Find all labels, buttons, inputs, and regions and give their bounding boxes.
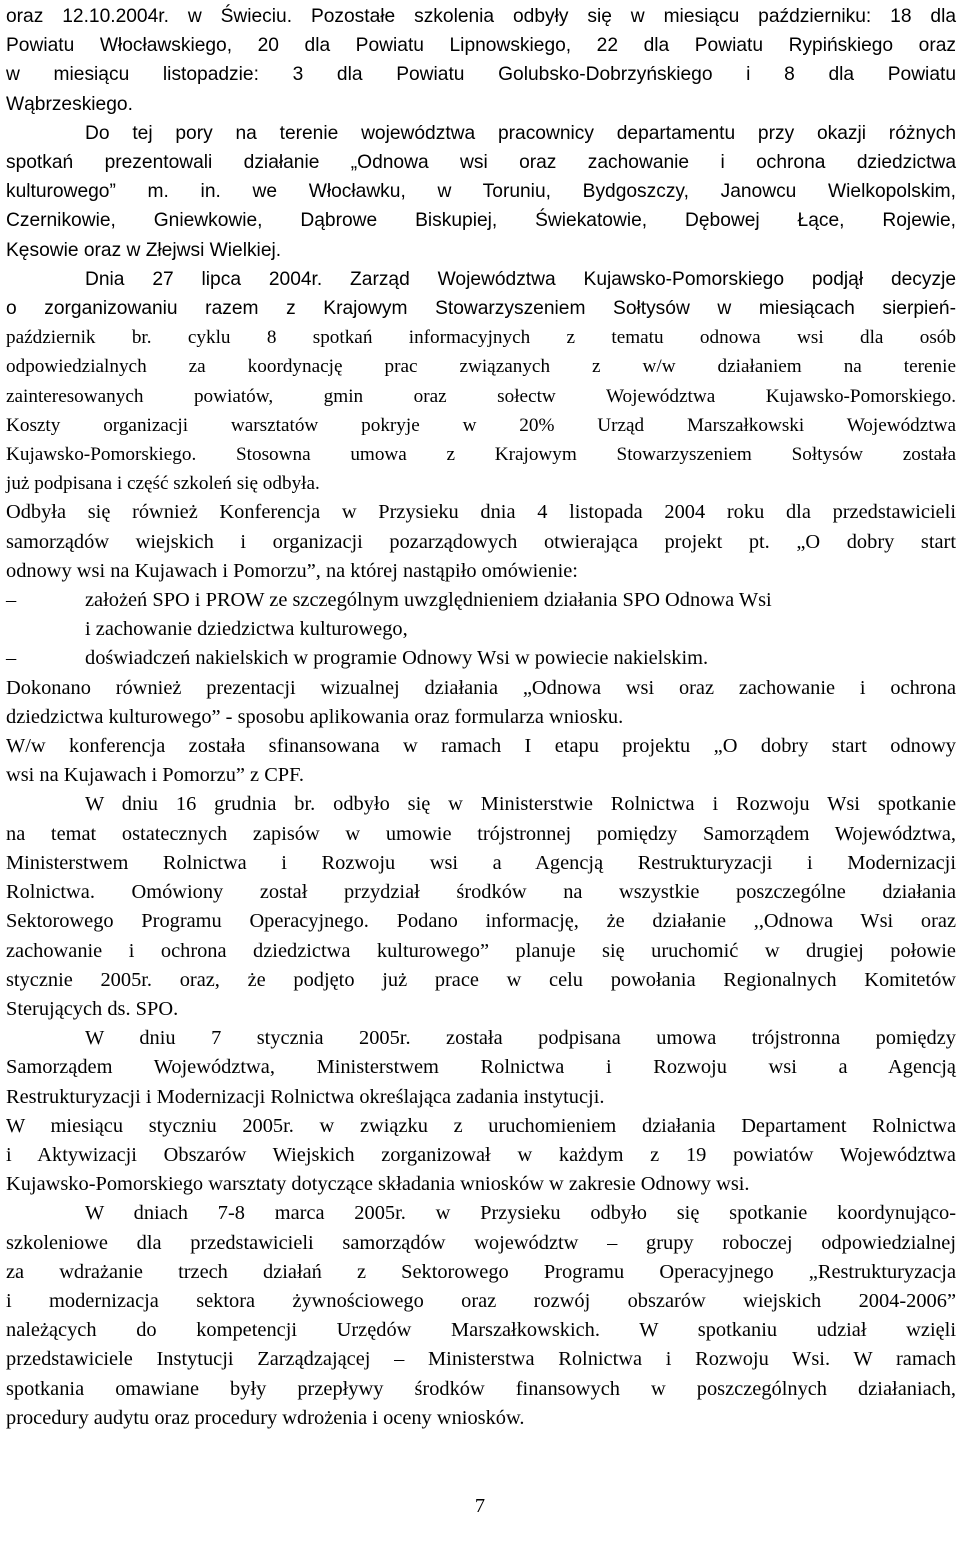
text-line: za wdrażanie trzech działań z Sektorowego Programu Operacyjnego „Restrukturyzacja xyxy=(6,1260,956,1283)
text-line: W dniu 7 stycznia 2005r. została podpisana umowa trójstronna pomiędzy xyxy=(85,1027,956,1050)
text-line: Rolnictwa. Omówiony został przydział środków na wszystkie poszczególne działania xyxy=(6,881,956,904)
paragraph-ministry-meeting xyxy=(6,790,956,1024)
list-item xyxy=(6,644,956,673)
text-line: odpowiedzialnych za koordynację prac związanych z w/w działaniem na terenie xyxy=(6,356,956,378)
text-line: Dnia 27 lipca 2004r. Zarząd Województwa Kujawsko-Pomorskiego podjął decyzje xyxy=(85,268,956,290)
text-line: Powiatu Włocławskiego, 20 dla Powiatu Lipnowskiego, 22 dla Powiatu Rypińskiego oraz xyxy=(6,35,956,57)
list-item xyxy=(6,586,956,644)
text-line: stycznie 2005r. oraz, że podjęto już prace w celu powołania Regionalnych Komitetów xyxy=(6,968,956,991)
text-line: przedstawiciele Instytucji Zarządzającej – Ministerstwa Rolnictwa i Rozwoju Wsi. W ramach xyxy=(6,1348,956,1371)
paragraph-tripartite-agreement xyxy=(6,1024,956,1112)
paragraph-presentations xyxy=(6,119,956,265)
text-line: Samorządem Województwa, Ministerstwem Rolnictwa i Rozwoju wsi a Agencją xyxy=(6,1056,956,1079)
text-line: założeń SPO i PROW ze szczególnym uwzględnieniem działania SPO Odnowa Wsi xyxy=(85,589,772,612)
text-line: i zachowanie dziedzictwa kulturowego, xyxy=(85,618,408,641)
text-line: na temat ostatecznych zapisów w umowie trójstronnej pomiędzy Samorządem Województwa, xyxy=(6,822,956,845)
text-line: W dniu 16 grudnia br. odbyło się w Ministerstwie Rolnictwa i Rozwoju Wsi spotkanie xyxy=(85,793,956,816)
text-line: Kujawsko-Pomorskiego warsztaty dotyczące składania wniosków w zakresie Odnowy wsi. xyxy=(6,1173,750,1196)
text-line: Restrukturyzacji i Modernizacji Rolnictwa określająca zadania instytucji. xyxy=(6,1085,605,1108)
text-line: wsi na Kujawach i Pomorzu” z CPF. xyxy=(6,764,304,787)
text-line: zachowanie i ochrona dziedzictwa kulturowego” planuje się uruchomić w drugiej połowie xyxy=(6,939,956,962)
text-line: W/w konferencja została sfinansowana w ramach I etapu projektu „O dobry start odnowy xyxy=(6,735,956,758)
text-line: Ministerstwem Rolnictwa i Rozwoju wsi a Agencją Restrukturyzacji i Modernizacji xyxy=(6,851,956,874)
text-line: zainteresowanych powiatów, gmin oraz sołectw Województwa Kujawsko-Pomorskiego. xyxy=(6,385,956,407)
dash-bullet: – xyxy=(6,589,17,612)
text-line: oraz 12.10.2004r. w Świeciu. Pozostałe szkolenia odbyły się w miesiącu październiku: 18 dla xyxy=(6,6,956,27)
paragraph-presentation-visual xyxy=(6,674,956,732)
text-line: w miesiącu listopadzie: 3 dla Powiatu Golubsko-Dobrzyńskiego i 8 dla Powiatu xyxy=(6,64,956,86)
document-page xyxy=(6,2,956,1433)
text-line: należących do kompetencji Urzędów Marszałkowskich. W spotkaniu udział wzięli xyxy=(6,1319,956,1342)
text-line: W dniach 7-8 marca 2005r. w Przysieku odbyło się spotkanie koordynująco- xyxy=(85,1202,956,1225)
text-line: odnowy wsi na Kujawach i Pomorzu”, na której nastąpiło omówienie: xyxy=(6,559,578,582)
text-line: Do tej pory na terenie województwa pracownicy departamentu przy okazji różnych xyxy=(85,122,956,144)
text-line: Odbyła się również Konferencja w Przysieku dnia 4 listopada 2004 roku dla przedstawicieli xyxy=(6,501,956,524)
text-line: Kęsowie oraz w Złejwsi Wielkiej. xyxy=(6,239,282,261)
text-line: szkoleniowe dla przedstawicieli samorządów województw – grupy roboczej odpowiedzialnej xyxy=(6,1231,956,1254)
text-line: procedury audytu oraz procedury wdrożenia i oceny wniosków. xyxy=(6,1406,525,1429)
text-line: Koszty organizacji warsztatów pokryje w 20% Urząd Marszałkowski Województwa xyxy=(6,414,956,436)
paragraph-coordination-meeting xyxy=(6,1199,956,1433)
text-line: spotkań prezentowali działanie „Odnowa wsi oraz zachowanie i ochrona dziedzictwa xyxy=(6,152,956,174)
paragraph-board-decision xyxy=(6,265,956,499)
text-line: Dokonano również prezentacji wizualnej działania „Odnowa wsi oraz zachowanie i ochrona xyxy=(6,676,956,699)
text-line: spotkania omawiane były przepływy środków finansowych w poszczególnych działaniach, xyxy=(6,1377,956,1400)
text-line: już podpisana i część szkoleń się odbyła. xyxy=(6,473,320,495)
dash-list xyxy=(6,586,956,674)
text-line: W miesiącu styczniu 2005r. w związku z uruchomieniem działania Departament Rolnictwa xyxy=(6,1114,956,1137)
text-line: i Aktywizacji Obszarów Wiejskich zorganizował w każdym z 19 powiatów Województwa xyxy=(6,1143,956,1166)
text-line: dziedzictwa kulturowego” - sposobu aplikowania oraz formularza wniosku. xyxy=(6,705,624,728)
text-line: doświadczeń nakielskich w programie Odnowy Wsi w powiecie nakielskim. xyxy=(85,647,709,670)
text-line: Kujawsko-Pomorskiego. Stosowna umowa z Krajowym Stowarzyszeniem Sołtysów została xyxy=(6,444,956,466)
paragraph-financing xyxy=(6,732,956,790)
paragraph-training-summary xyxy=(6,2,956,119)
text-line: Sektorowego Programu Operacyjnego. Podano informację, że działanie ,,Odnowa Wsi oraz xyxy=(6,910,956,933)
text-line: o zorganizowaniu razem z Krajowym Stowarzyszeniem Sołtysów w miesiącach sierpień- xyxy=(6,298,956,320)
text-line: i modernizacja sektora żywnościowego oraz rozwój obszarów wiejskich 2004-2006” xyxy=(6,1289,956,1312)
text-line: Sterujących ds. SPO. xyxy=(6,997,179,1020)
text-line: Wąbrzeskiego. xyxy=(6,93,133,115)
paragraph-workshops xyxy=(6,1112,956,1200)
page-number: 7 xyxy=(474,1495,486,1517)
paragraph-conference xyxy=(6,498,956,586)
text-line: kulturowego” m. in. we Włocławku, w Toruniu, Bydgoszczy, Janowcu Wielkopolskim, xyxy=(6,181,956,203)
text-line: samorządów wiejskich i organizacji pozarządowych otwierająca projekt pt. „O dobry start xyxy=(6,530,956,553)
text-line: październik br. cyklu 8 spotkań informacyjnych z tematu odnowa wsi dla osób xyxy=(6,327,956,349)
text-line: Czernikowie, Gniewkowie, Dąbrowe Biskupiej, Świekatowie, Dębowej Łące, Rojewie, xyxy=(6,210,956,232)
dash-bullet: – xyxy=(6,647,17,670)
